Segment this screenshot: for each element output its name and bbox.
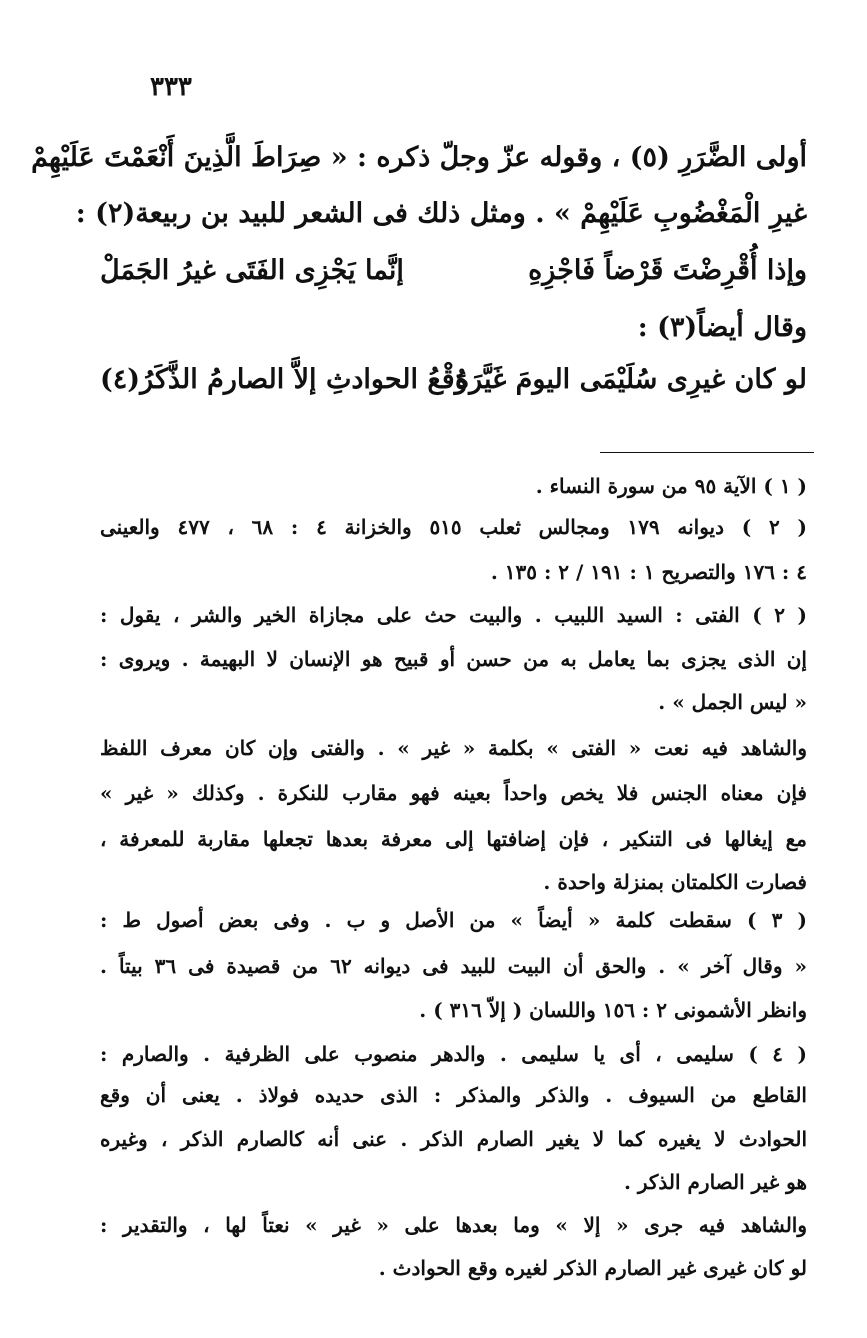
footnote-separator [600,452,814,453]
footnote-line: فإن معناه الجنس فلا يخص واحداً بعينه فهو مقارب للنكرة . وكذلك « غير » [100,781,807,805]
verse-2-hemistich-1: لو كان غيرِى سُلَيْمَى اليومَ غَيَّرَهُ [454,364,807,395]
footnote-line: والشاهد فيه جرى « إلا » وما بعدها على « غير » نعتاً لها ، والتقدير : [100,1213,807,1237]
footnote-line: ( ٤ ) سليمى ، أى يا سليمى . والدهر منصوب على الظرفية . والصارم : [100,1042,807,1066]
footnote-line: وانظر الأشمونى ٢ : ١٥٦ واللسان ( إلاّ ٣١٦ ) . [419,998,807,1022]
footnote-line: « ليس الجمل » . [658,690,807,714]
verse-2-hemistich-2: وَقْعُ الحوادثِ إلاَّ الصارمُ الذَّكَرُ(٤) [100,364,468,395]
main-text-line-1: أولى الضَّرَرِ (٥) ، وقوله عزّ وجلّ ذكره : « صِرَاطَ الَّذِينَ أَنْعَمْتَ عَلَيْهِمْ [31,142,807,173]
verse-1-hemistich-1: وإذا أُقْرِضْتَ قَرْضاً فَاجْزِهِ [528,255,807,286]
main-text-line-3: وقال أيضاً(٣) : [637,312,807,343]
footnote-line: الحوادث لا يغيره كما لا يغير الصارم الذكر . عنى أنه كالصارم الذكر ، وغيره [100,1127,807,1151]
page-number: ٣٣٣ [150,72,192,102]
footnote-line: لو كان غيرى غير الصارم الذكر لغيره وقع الحوادث . [378,1256,807,1280]
footnote-line: إن الذى يجزى بما يعامل به من حسن أو قبيح هو الإنسان لا البهيمة . ويروى : [100,647,807,671]
footnote-line: مع إيغالها فى التنكير ، فإن إضافتها إلى معرفة بعدها تجعلها مقاربة للمعرفة ، [100,827,807,851]
verse-1-hemistich-2: إنَّما يَجْزِى الفَتَى غيرُ الجَمَلْ [100,255,404,286]
verse-2 [100,364,807,404]
main-text-line-2: غيرِ الْمَغْضُوبِ عَلَيْهِمْ » . ومثل ذلك فى الشعر للبيد بن ربيعة(٢) : [75,198,807,229]
footnote-line: ( ٣ ) سقطت كلمة « أيضاً » من الأصل و ب . وفى بعض أصول ط : [100,908,807,932]
footnote-line: ( ١ ) الآية ٩٥ من سورة النساء . [535,474,807,498]
footnote-line: فصارت الكلمتان بمنزلة واحدة . [543,870,807,894]
footnote-line: ٤ : ١٧٦ والتصريح ١ : ١٩١ / ٢ : ١٣٥ . [490,560,807,584]
footnote-line: هو غير الصارم الذكر . [623,1170,807,1194]
footnote-line: والشاهد فيه نعت « الفتى » بكلمة « غير » . والفتى وإن كان معرف اللفظ [100,736,807,760]
verse-1 [100,255,807,295]
footnote-line: ( ٢ ) الفتى : السيد اللبيب . والبيت حث على مجازاة الخير والشر ، يقول : [100,603,807,627]
footnote-line: القاطع من السيوف . والذكر والمذكر : الذى حديده فولاذ . يعنى أن وقع [100,1083,807,1107]
footnote-line: ( ٢ ) ديوانه ١٧٩ ومجالس ثعلب ٥١٥ والخزانة ٤ : ٦٨ ، ٤٧٧ والعينى [100,515,807,539]
footnote-line: « وقال آخر » . والحق أن البيت للبيد فى ديوانه ٦٢ من قصيدة فى ٣٦ بيتاً . [100,954,807,978]
